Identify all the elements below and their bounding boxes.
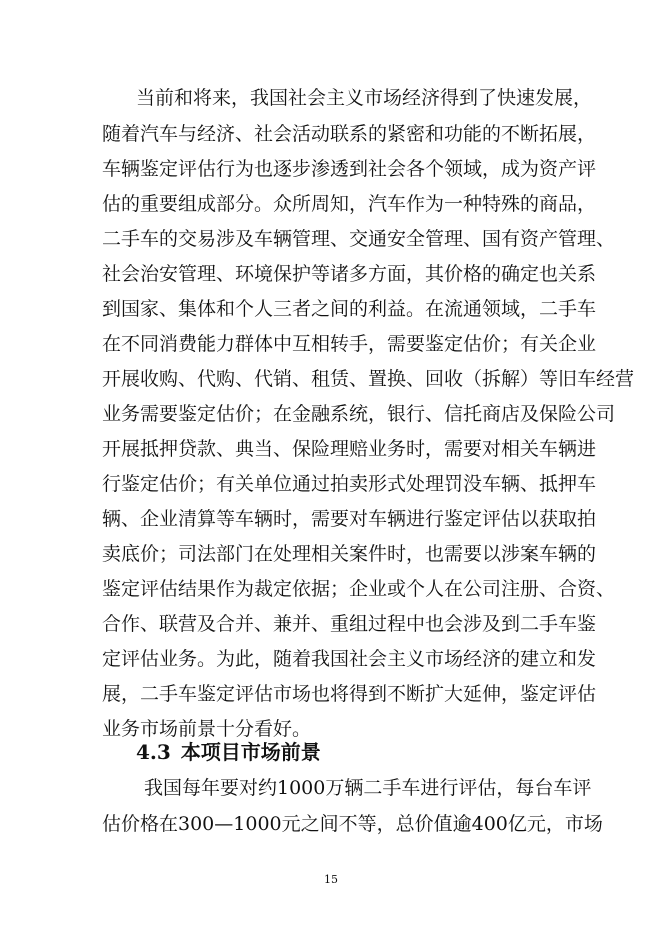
paragraph-1-line-15: 鉴定评估结果作为裁定依据；企业或个人在公司注册、合资、	[102, 578, 616, 600]
paragraph-1-line-2: 随着汽车与经济、社会活动联系的紧密和功能的不断拓展，	[102, 123, 597, 145]
paragraph-1-line-6: 社会治安管理、环境保护等诸多方面，其价格的确定也关系	[102, 263, 597, 285]
paragraph-1-line-7: 到国家、集体和个人三者之间的利益。在流通领域，二手车	[102, 298, 597, 320]
section-number: 4.3	[136, 740, 171, 764]
paragraph-1-line-14: 卖底价；司法部门在处理相关案件时，也需要以涉案车辆的	[102, 543, 597, 565]
section-title: 本项目市场前景	[180, 740, 321, 764]
paragraph-1-line-10: 业务需要鉴定估价；在金融系统，银行、信托商店及保险公司	[102, 403, 616, 425]
paragraph-1-line-5: 二手车的交易涉及车辆管理、交通安全管理、国有资产管理、	[102, 228, 616, 250]
paragraph-1-line-18: 展，二手车鉴定评估市场也将得到不断扩大延伸，鉴定评估	[102, 683, 597, 705]
page-number: 15	[324, 873, 338, 886]
paragraph-2-line-2: 估价格在300—1000元之间不等，总价值逾400亿元，市场	[102, 813, 603, 835]
paragraph-2-line-1: 我国每年要对约1000万辆二手车进行评估，每台车评	[144, 777, 592, 799]
paragraph-1-line-11: 开展抵押贷款、典当、保险理赔业务时，需要对相关车辆进	[102, 438, 597, 460]
paragraph-1-line-12: 行鉴定估价；有关单位通过拍卖形式处理罚没车辆、抵押车	[102, 473, 597, 495]
paragraph-1-line-8: 在不同消费能力群体中互相转手，需要鉴定估价；有关企业	[102, 333, 597, 355]
paragraph-1-line-1: 当前和将来，我国社会主义市场经济得到了快速发展，	[136, 87, 593, 109]
paragraph-1-line-19: 业务市场前景十分看好。	[102, 718, 312, 740]
section-heading	[136, 740, 321, 764]
paragraph-1-line-4: 估的重要组成部分。众所周知，汽车作为一种特殊的商品，	[102, 193, 597, 215]
paragraph-1-line-16: 合作、联营及合并、兼并、重组过程中也会涉及到二手车鉴	[102, 613, 597, 635]
paragraph-1-line-9: 开展收购、代购、代销、租赁、置换、回收（拆解）等旧车经营	[102, 368, 635, 390]
paragraph-1-line-3: 车辆鉴定评估行为也逐步渗透到社会各个领域，成为资产评	[102, 158, 597, 180]
paragraph-1-line-13: 辆、企业清算等车辆时，需要对车辆进行鉴定评估以获取拍	[102, 508, 597, 530]
paragraph-1-line-17: 定评估业务。为此，随着我国社会主义市场经济的建立和发	[102, 648, 597, 670]
